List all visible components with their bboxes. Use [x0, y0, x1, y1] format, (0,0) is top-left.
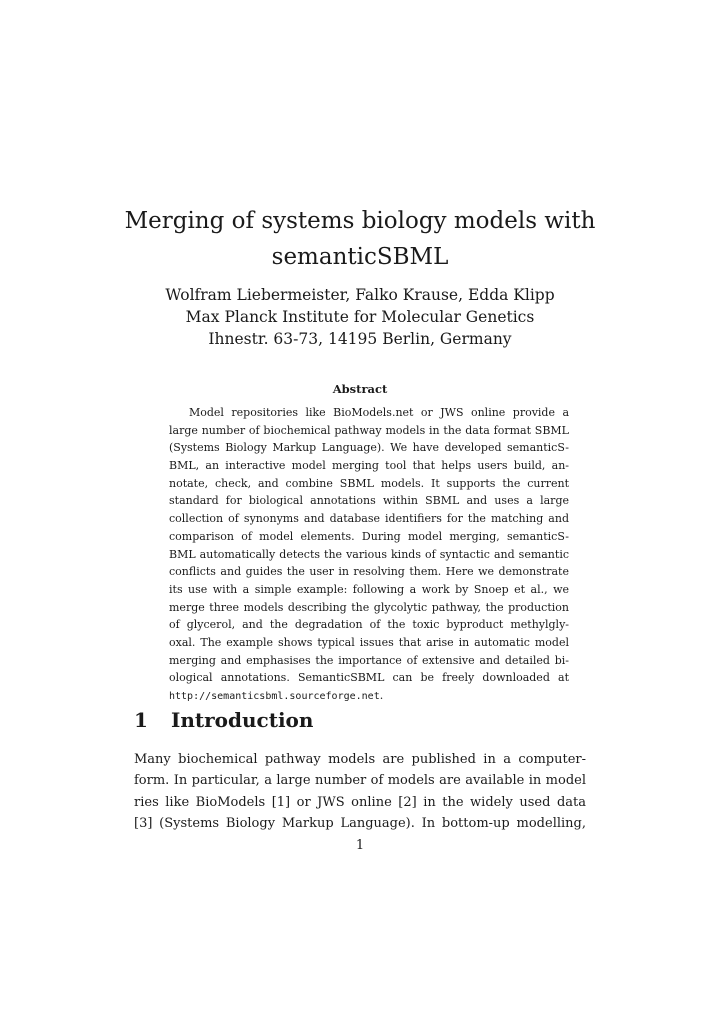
abstract-heading: Abstract: [332, 382, 388, 396]
section-title: Introduction: [171, 708, 314, 732]
title-line-1: Merging of systems biology models with: [124, 208, 596, 234]
abstract-line: large number of biochemical pathway models in the data format SBML: [169, 423, 569, 437]
abstract-line: of glycerol, and the degradation of the toxic byproduct methylgly-: [169, 618, 569, 632]
section-number: 1: [134, 708, 148, 732]
page-number: 1: [355, 838, 365, 853]
author-affiliation: Max Planck Institute for Molecular Genetics: [185, 308, 535, 326]
abstract-line: standard for biological annotations within SBML and uses a large: [169, 494, 569, 508]
abstract-line: BML automatically detects the various kinds of syntactic and semantic: [169, 547, 569, 561]
body-line: [3] (Systems Biology Markup Language). In bottom-up modelling,: [134, 815, 586, 831]
body-line: ries like BioModels [1] or JWS online [2] in the widely used data: [134, 794, 586, 810]
author-address: Ihnestr. 63-73, 14195 Berlin, Germany: [208, 330, 512, 348]
section-body: [134, 749, 586, 834]
body-line: form. In particular, a large number of models are available in model: [134, 773, 586, 789]
abstract-line: oxal. The example shows typical issues that arise in automatic model: [169, 635, 569, 649]
abstract-line: ological annotations. SemanticSBML can be freely downloaded at: [169, 671, 569, 685]
abstract-line: (Systems Biology Markup Language). We have developed semanticS-: [169, 441, 569, 455]
abstract-line: comparison of model elements. During model merging, semanticS-: [169, 529, 569, 543]
abstract-line: BML, an interactive model merging tool that helps users build, an-: [169, 459, 569, 473]
url-suffix: .: [379, 689, 384, 702]
body-line: Many biochemical pathway models are published in a computer-: [134, 752, 586, 767]
abstract-line: merge three models describing the glycolytic pathway, the production: [169, 600, 569, 614]
title-line-2: semanticSBML: [271, 244, 449, 270]
abstract-line: its use with a simple example: following a work by Snoep et al., we: [169, 582, 569, 596]
download-url-link[interactable]: http://semanticsbml.sourceforge.net: [169, 691, 380, 702]
abstract-line: notate, check, and combine SBML models. It supports the current: [169, 476, 569, 490]
abstract-line: Model repositories like BioModels.net or JWS online provide a: [189, 406, 569, 419]
abstract-line: merging and emphasises the importance of extensive and detailed bi-: [169, 653, 569, 667]
paper-title: [120, 203, 600, 275]
abstract-line: conflicts and guides the user in resolving them. Here we demonstrate: [169, 565, 569, 579]
abstract-line: collection of synonyms and database identifiers for the matching and: [169, 512, 569, 526]
author-names: Wolfram Liebermeister, Falko Krause, Edda Klipp: [165, 286, 555, 304]
abstract-url-line: [169, 687, 569, 706]
author-block: [110, 284, 610, 350]
abstract-body: [169, 404, 569, 706]
section-heading: [134, 708, 313, 732]
